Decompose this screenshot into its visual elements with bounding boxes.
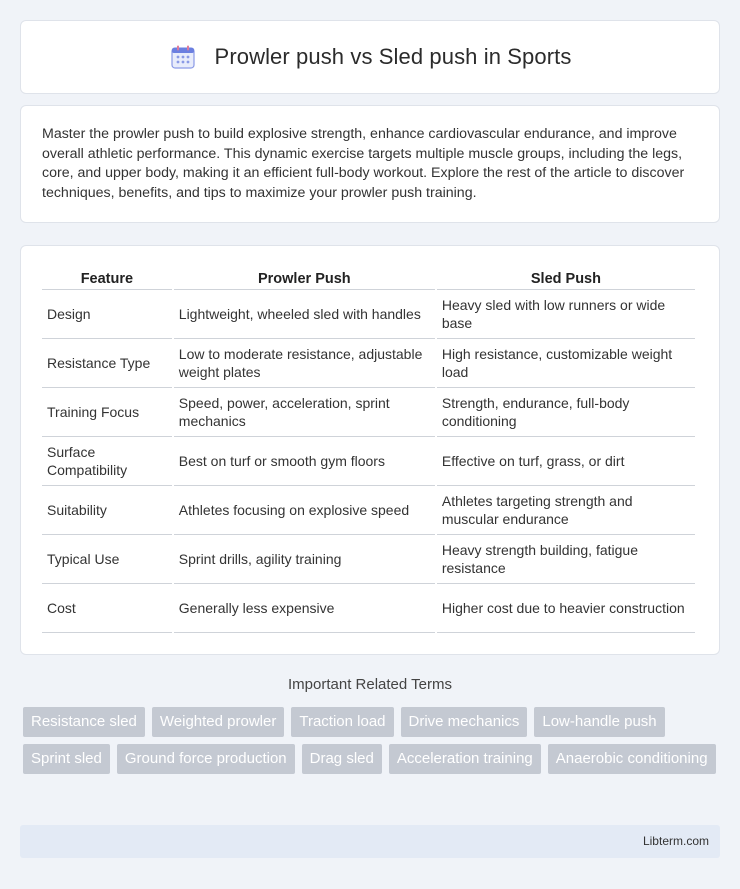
table-row xyxy=(42,486,695,535)
table-cell-sled: High resistance, customizable weight load xyxy=(437,339,695,388)
table-cell-feature: Surface Compatibility xyxy=(42,437,172,486)
table-cell-feature: Training Focus xyxy=(42,388,172,437)
table-row xyxy=(42,290,695,339)
intro-card xyxy=(20,105,720,223)
table-cell-prowler: Lightweight, wheeled sled with handles xyxy=(174,290,435,339)
header-card xyxy=(20,20,720,94)
table-row xyxy=(42,388,695,437)
intro-text: Master the prowler push to build explosive strength, enhance cardiovascular endurance, and improve overall athletic performance. This dynamic exercise targets multiple muscle groups, including the legs, core, and upper body, making it an efficient full-body workout. Explore the rest of the article to discover techniques, benefits, and tips to maximize your prowler push training. xyxy=(42,126,685,201)
tag-traction-load[interactable]: Traction load xyxy=(291,707,393,737)
table-cell-sled: Heavy strength building, fatigue resistance xyxy=(437,535,695,584)
footer xyxy=(20,825,720,858)
header-feature: Feature xyxy=(42,266,172,290)
table-cell-feature: Design xyxy=(42,290,172,339)
table-row xyxy=(42,584,695,633)
footer-site-link[interactable]: Libterm.com xyxy=(642,834,709,848)
comparison-table xyxy=(40,266,697,633)
related-terms-title: Important Related Terms xyxy=(288,676,452,693)
tag-weighted-prowler[interactable]: Weighted prowler xyxy=(152,707,284,737)
table-cell-sled: Effective on turf, grass, or dirt xyxy=(437,437,695,486)
comparison-table-card xyxy=(20,245,720,655)
table-cell-feature: Typical Use xyxy=(42,535,172,584)
table-cell-sled: Athletes targeting strength and muscular endurance xyxy=(437,486,695,535)
tag-resistance-sled[interactable]: Resistance sled xyxy=(23,707,145,737)
table-cell-prowler: Sprint drills, agility training xyxy=(174,535,435,584)
tag-ground-force-production[interactable]: Ground force production xyxy=(117,744,295,774)
tag-drag-sled[interactable]: Drag sled xyxy=(302,744,382,774)
table-cell-sled: Higher cost due to heavier construction xyxy=(437,584,695,633)
related-terms-tags xyxy=(23,707,723,781)
page-title: Prowler push vs Sled push in Sports xyxy=(214,44,572,69)
table-cell-sled: Heavy sled with low runners or wide base xyxy=(437,290,695,339)
table-row xyxy=(42,339,695,388)
tag-acceleration-training[interactable]: Acceleration training xyxy=(389,744,541,774)
table-cell-feature: Suitability xyxy=(42,486,172,535)
table-cell-sled: Strength, endurance, full-body conditioning xyxy=(437,388,695,437)
tag-drive-mechanics[interactable]: Drive mechanics xyxy=(401,707,528,737)
header-sled-push: Sled Push xyxy=(437,266,695,290)
tag-low-handle-push[interactable]: Low-handle push xyxy=(534,707,664,737)
tag-sprint-sled[interactable]: Sprint sled xyxy=(23,744,110,774)
tag-anaerobic-conditioning[interactable]: Anaerobic conditioning xyxy=(548,744,716,774)
table-cell-feature: Cost xyxy=(42,584,172,633)
header-prowler-push: Prowler Push xyxy=(174,266,435,290)
table-cell-prowler: Best on turf or smooth gym floors xyxy=(174,437,435,486)
table-cell-prowler: Athletes focusing on explosive speed xyxy=(174,486,435,535)
table-cell-prowler: Low to moderate resistance, adjustable weight plates xyxy=(174,339,435,388)
table-cell-feature: Resistance Type xyxy=(42,339,172,388)
table-cell-prowler: Speed, power, acceleration, sprint mechanics xyxy=(174,388,435,437)
table-cell-prowler: Generally less expensive xyxy=(174,584,435,633)
table-row xyxy=(42,535,695,584)
table-row xyxy=(42,437,695,486)
calendar-grid-icon xyxy=(169,43,197,71)
table-header-row xyxy=(42,266,695,290)
